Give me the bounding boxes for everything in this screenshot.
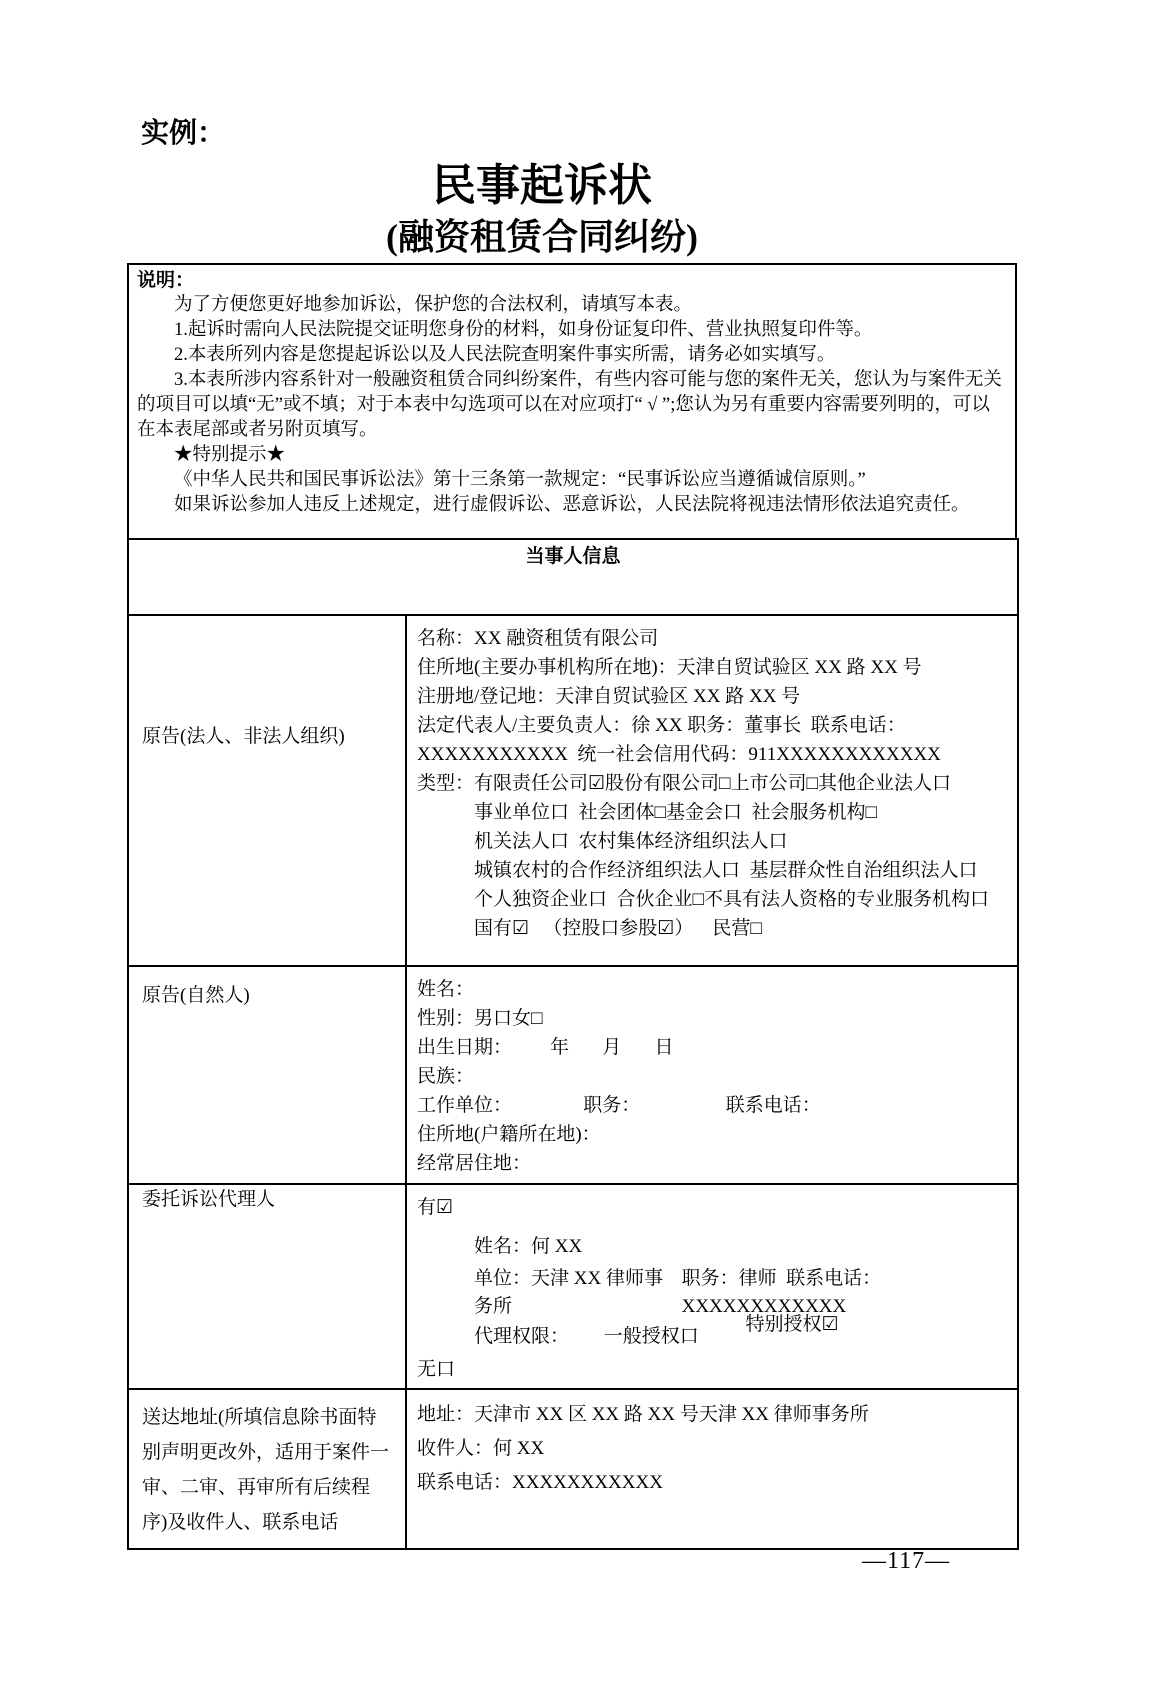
example-label: 实例： <box>141 117 226 148</box>
table-header-row <box>128 539 1018 615</box>
agent-none-checkbox-line: 无口 <box>417 1359 456 1380</box>
person-name-line: 姓名： <box>417 979 475 1000</box>
row-plaintiff-org <box>128 615 1018 966</box>
person-domicile-line: 住所地(户籍所在地)： <box>417 1124 601 1145</box>
notice-special-note-title: ★特别提示★ <box>174 445 286 465</box>
agent-general-auth-checkbox: 一般授权口 <box>603 1326 699 1347</box>
org-type-line: 类型：有限责任公司☑股份有限公司□上市公司□其他企业法人口 <box>417 773 951 794</box>
row-label-litigation-agent: 委托诉讼代理人 <box>128 1184 406 1389</box>
notice-paragraph: 《中华人民共和国民事诉讼法》第十三条第一款规定：“民事诉讼应当遵循诚信原则。” <box>174 470 866 490</box>
org-type-line: 城镇农村的合作经济组织法人口 基层群众性自治组织法人口 <box>474 860 978 881</box>
org-credit-code-line: XXXXXXXXXXX 统一社会信用代码：911XXXXXXXXXXXX <box>417 744 941 765</box>
notice-box <box>127 263 1017 540</box>
agent-has-checkbox-line: 有☑ <box>417 1197 454 1218</box>
row-label-service-address: 送达地址(所填信息除书面特别声明更改外，适用于案件一审、二审、再审所有后续程序)及收件人、联系电话 <box>128 1389 406 1549</box>
document-content <box>127 116 1017 1550</box>
agent-org-row <box>417 1265 1009 1321</box>
agent-authority-label: 代理权限： <box>474 1326 570 1347</box>
row-litigation-agent <box>128 1184 1018 1389</box>
document-title: 民事起诉状 <box>432 161 652 210</box>
section-title: 当事人信息 <box>128 539 1018 615</box>
org-type-line: 个人独资企业口 合伙企业□不具有法人资格的专业服务机构口 <box>474 889 989 910</box>
person-ethnicity-line: 民族： <box>417 1066 475 1087</box>
notice-paragraph: 为了方便您更好地参加诉讼，保护您的合法权利，请填写本表。 <box>174 295 693 315</box>
person-birthdate-line: 出生日期： 年 月 日 <box>417 1037 674 1058</box>
service-address-content <box>406 1389 1018 1549</box>
notice-paragraph: 3.本表所涉内容系针对一般融资租赁合同纠纷案件，有些内容可能与您的案件无关，您认为与案件无关的项目可以填“无”或不填；对于本表中勾选项可以在对应项打“ √ ”;您认为另有重要内容需要列明的，可以在本表尾部或者另附页填写。 <box>137 370 1002 440</box>
notice-paragraph: 1.起诉时需向人民法院提交证明您身份的材料，如身份证复印件、营业执照复印件等。 <box>174 320 873 340</box>
agent-special-auth-checkbox: 特别授权☑ <box>745 1314 839 1335</box>
row-plaintiff-person <box>128 966 1018 1184</box>
document-subtitle: (融资租赁合同纠纷) <box>386 217 698 257</box>
party-info-table <box>127 538 1019 1550</box>
org-legal-rep-line: 法定代表人/主要负责人：徐 XX 职务：董事长 联系电话： <box>417 715 906 736</box>
row-service-address <box>128 1389 1018 1549</box>
agent-authority-row <box>417 1314 1009 1351</box>
litigation-agent-content <box>406 1184 1018 1389</box>
service-address-line: 地址：天津市 XX 区 XX 路 XX 号天津 XX 律师事务所 <box>417 1404 869 1425</box>
agent-duty-line: 职务：律师 联系电话：XXXXXXXXXXXX <box>681 1268 882 1317</box>
agent-name-line: 姓名：何 XX <box>474 1236 583 1257</box>
org-type-line: 事业单位口 社会团体□基金会口 社会服务机构□ <box>474 802 877 823</box>
notice-paragraph: 2.本表所列内容是您提起诉讼以及人民法院查明案件事实所需，请务必如实填写。 <box>174 345 836 365</box>
notice-heading: 说明： <box>137 270 195 291</box>
org-ownership-line: 国有☑ （控股口参股☑） 民营□ <box>474 918 762 939</box>
org-type-line: 机关法人口 农村集体经济组织法人口 <box>474 831 788 852</box>
plaintiff-person-content <box>406 966 1018 1184</box>
org-registered-line: 注册地/登记地：天津自贸试验区 XX 路 XX 号 <box>417 686 801 707</box>
person-residence-line: 经常居住地： <box>417 1153 532 1174</box>
row-label-plaintiff-org: 原告(法人、非法人组织) <box>128 615 406 966</box>
person-gender-line: 性别：男口女□ <box>417 1008 543 1029</box>
org-name-line: 名称：XX 融资租赁有限公司 <box>417 628 659 649</box>
notice-paragraph: 如果诉讼参加人违反上述规定，进行虚假诉讼、恶意诉讼，人民法院将视违法情形依法追究责任。 <box>174 495 970 515</box>
row-label-plaintiff-person: 原告(自然人) <box>128 966 406 1184</box>
org-domicile-line: 住所地(主要办事机构所在地)：天津自贸试验区 XX 路 XX 号 <box>417 657 922 678</box>
agent-org-line: 单位：天津 XX 律师事务所 <box>474 1268 663 1317</box>
service-phone-line: 联系电话：XXXXXXXXXXX <box>417 1472 663 1493</box>
person-employer-line: 工作单位： 职务： 联系电话： <box>417 1095 821 1116</box>
page-number: —117— <box>862 1548 951 1574</box>
service-recipient-line: 收件人：何 XX <box>417 1438 545 1459</box>
plaintiff-org-content <box>406 615 1018 966</box>
